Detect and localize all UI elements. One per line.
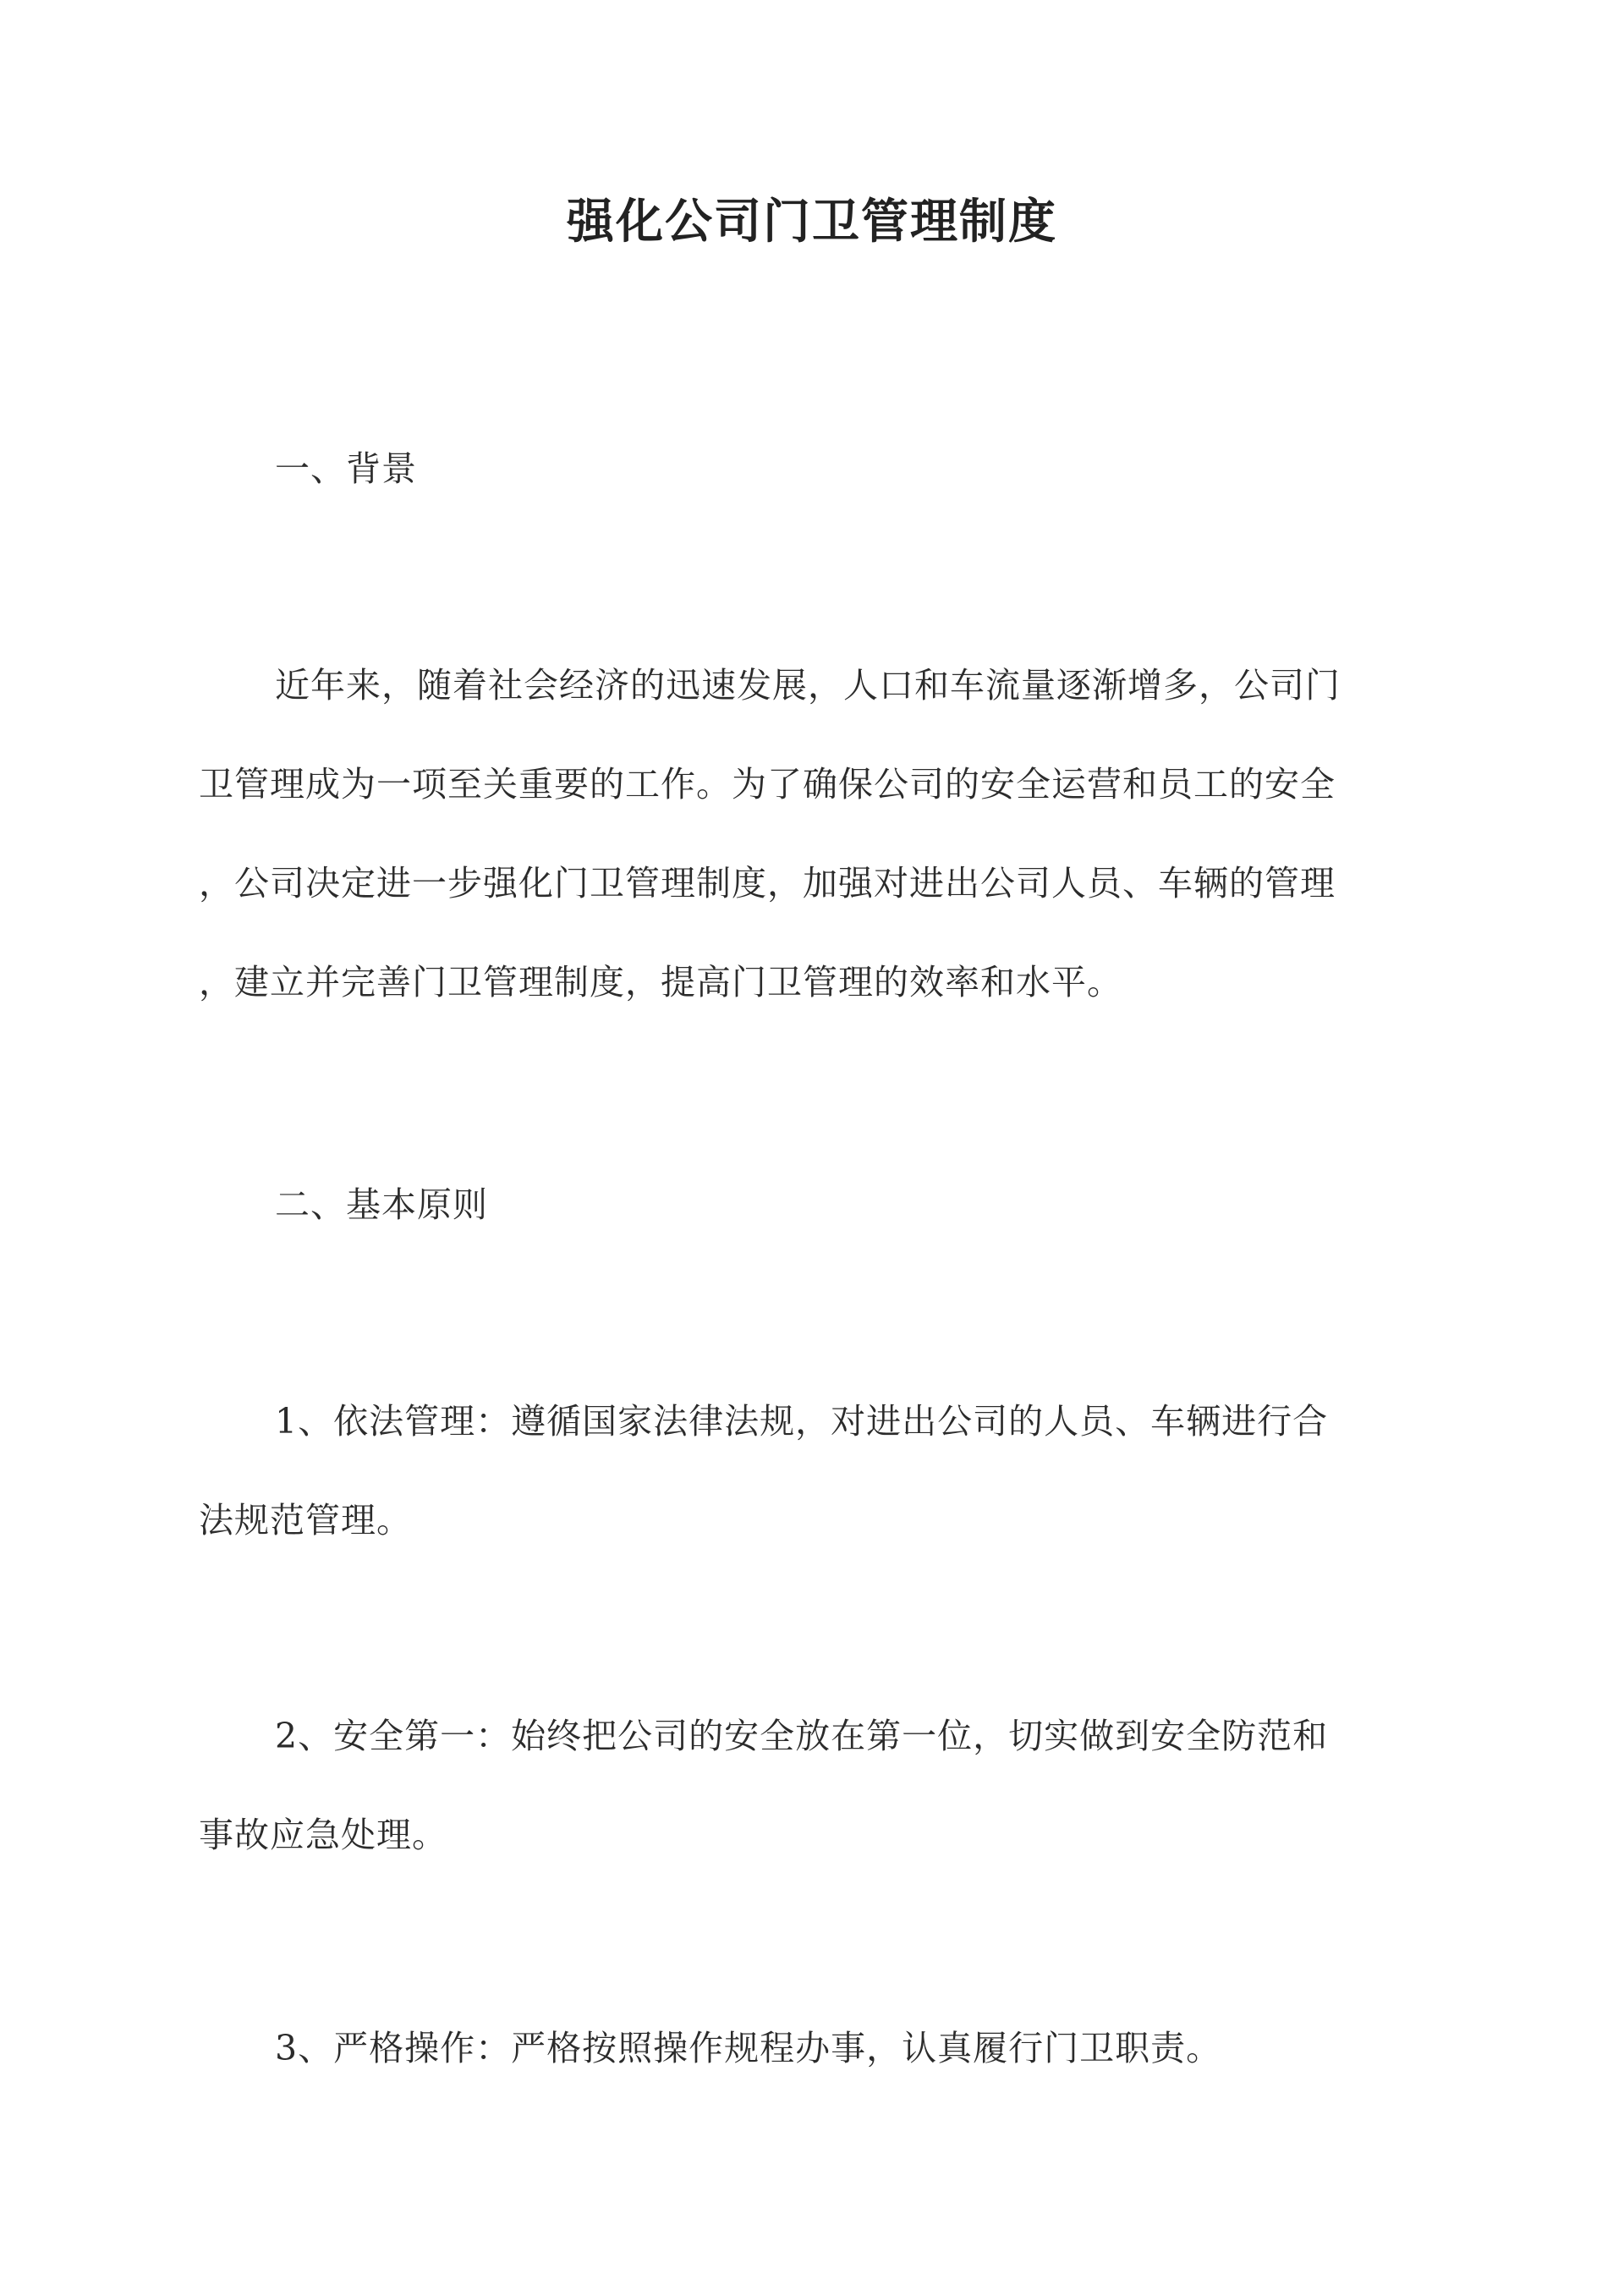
paragraph-line: 3、严格操作：严格按照操作规程办事，认真履行门卫职责。 — [275, 2028, 1222, 2068]
paragraph-line: ，建立并完善门卫管理制度，提高门卫管理的效率和水平。 — [199, 962, 1122, 1002]
background-paragraph — [199, 636, 1425, 1032]
paragraph-line: ，公司决定进一步强化门卫管理制度，加强对进出公司人员、车辆的管理 — [199, 863, 1336, 904]
principle-item-3 — [199, 1999, 1425, 2098]
principle-item-1 — [199, 1372, 1425, 1570]
document-title: 强化公司门卫管理制度 — [567, 194, 1057, 250]
principle-item-2 — [199, 1687, 1425, 1885]
paragraph-line: 近年来，随着社会经济的迅速发展，人口和车流量逐渐增多，公司门 — [275, 665, 1341, 706]
paragraph-line: 2、安全第一：始终把公司的安全放在第一位，切实做到安全防范和 — [275, 1716, 1329, 1756]
paragraph-line: 1、依法管理：遵循国家法律法规，对进出公司的人员、车辆进行合 — [275, 1401, 1329, 1442]
paragraph-line: 法规范管理。 — [199, 1500, 412, 1541]
paragraph-line: 事故应急处理。 — [199, 1815, 447, 1855]
paragraph-line: 卫管理成为一项至关重要的工作。为了确保公司的安全运营和员工的安全 — [199, 764, 1336, 805]
section-heading-text: 二、基本原则 — [275, 1184, 488, 1225]
section-heading-text: 一、背景 — [275, 448, 417, 489]
section-heading-principles — [199, 1156, 1425, 1255]
section-heading-background — [199, 420, 1425, 519]
